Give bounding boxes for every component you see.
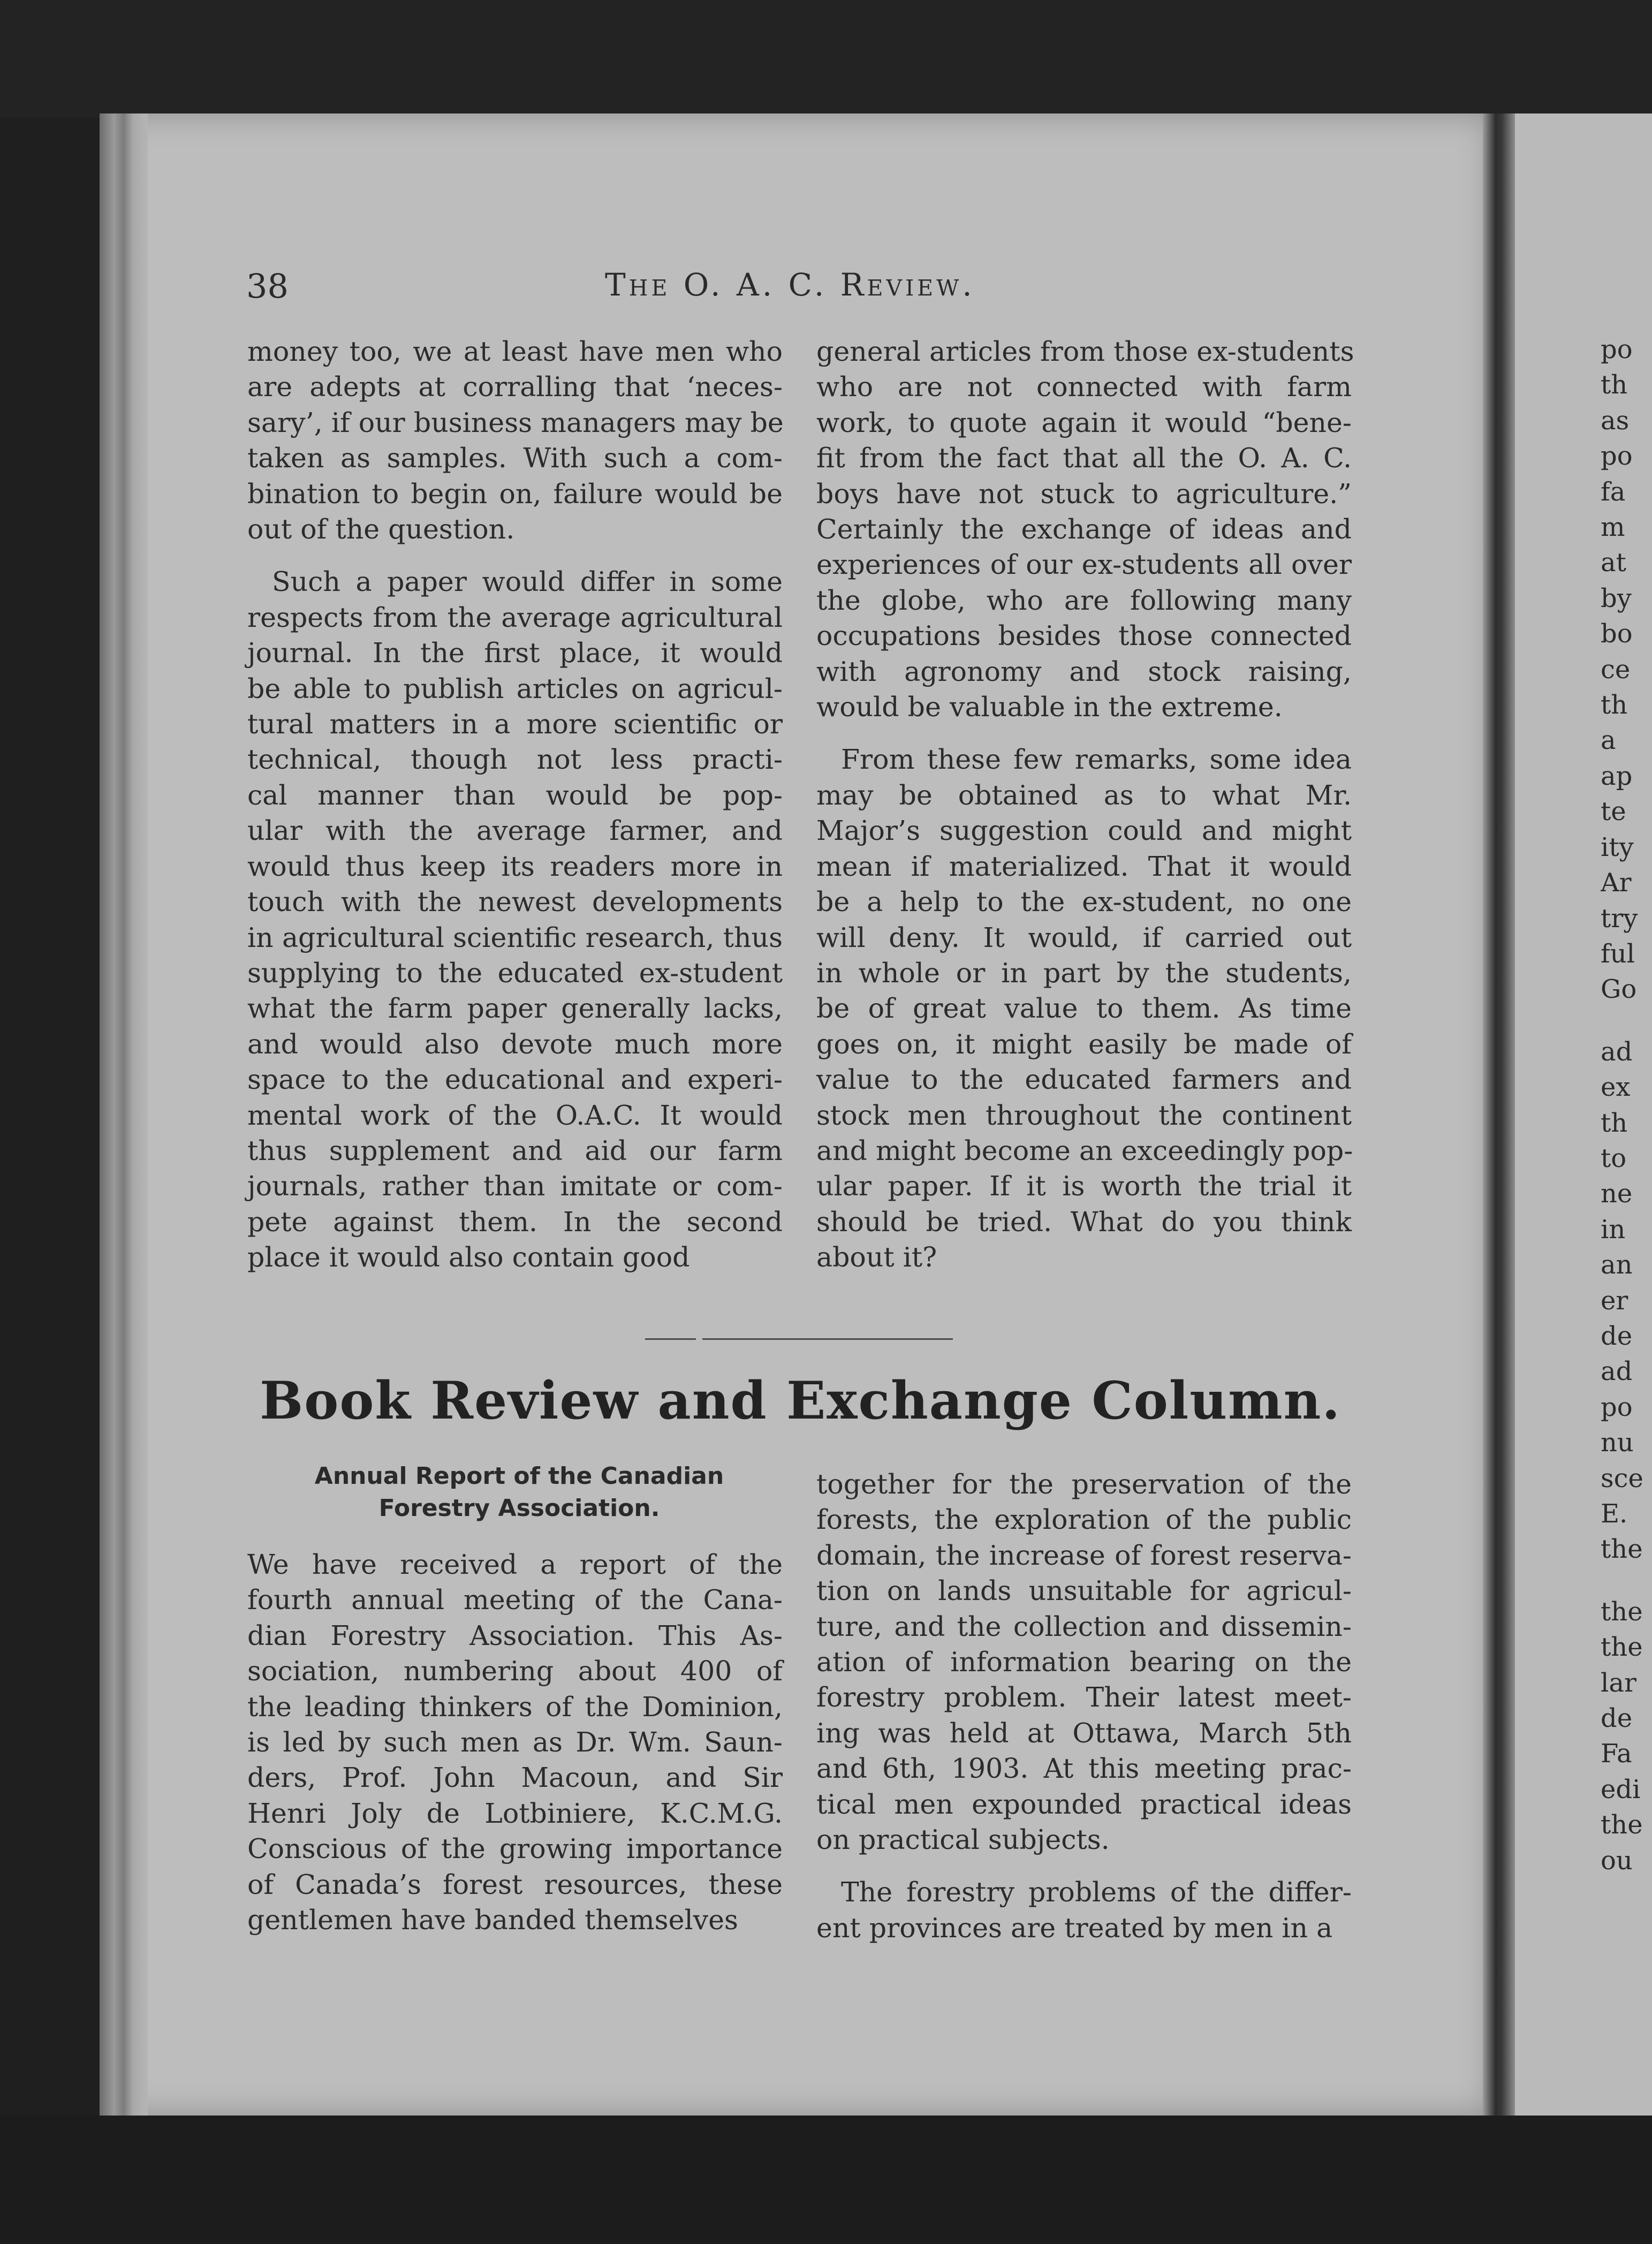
text-line: place it would also contain good bbox=[247, 1241, 690, 1273]
text-line: occupations besides those connected bbox=[816, 620, 1352, 652]
right-page-fragment: fa bbox=[1601, 476, 1626, 507]
right-page-fragment: de bbox=[1601, 1321, 1633, 1351]
text-line: mental work of the O.A.C. It would bbox=[247, 1099, 783, 1131]
text-line: in whole or in part by the students, bbox=[816, 957, 1352, 989]
text-column-bottom-right bbox=[816, 1467, 1352, 1946]
text-line: journal. In the first place, it would bbox=[247, 637, 783, 669]
right-page-fragment: ou bbox=[1601, 1845, 1633, 1876]
text-line: Major’s suggestion could and might bbox=[816, 815, 1352, 847]
right-page-fragment: lar bbox=[1601, 1667, 1636, 1698]
page-stack-edge bbox=[100, 113, 148, 2116]
text-line: journals, rather than imitate or com- bbox=[247, 1170, 783, 1202]
right-page-fragment: Fa bbox=[1601, 1739, 1632, 1769]
text-line: cal manner than would be pop- bbox=[247, 779, 783, 811]
right-page-fragment: Ar bbox=[1601, 868, 1632, 898]
text-line: dian Forestry Association. This As- bbox=[247, 1619, 783, 1651]
text-line: tical men expounded practical ideas bbox=[816, 1788, 1352, 1820]
text-line: in agricultural scientific research, thus bbox=[247, 921, 783, 953]
text-line: will deny. It would, if carried out bbox=[816, 921, 1352, 953]
right-page-fragment: nu bbox=[1601, 1428, 1634, 1458]
text-line: taken as samples. With such a com- bbox=[247, 442, 783, 474]
right-page-fragment: try bbox=[1601, 903, 1638, 934]
text-line: work, to quote again it would “bene- bbox=[816, 406, 1352, 438]
text-line: sociation, numbering about 400 of bbox=[247, 1655, 783, 1687]
scan-background-bottom bbox=[0, 2116, 1652, 2244]
right-page-fragment: m bbox=[1601, 512, 1625, 543]
text-line: should be tried. What do you think bbox=[816, 1206, 1352, 1238]
text-line: the globe, who are following many bbox=[816, 584, 1352, 616]
text-line: what the farm paper generally lacks, bbox=[247, 992, 783, 1025]
text-column-top-left bbox=[247, 334, 783, 1276]
right-page-fragment: ful bbox=[1601, 938, 1635, 969]
text-line: ation of information bearing on the bbox=[816, 1646, 1352, 1678]
text-line: together for the preservation of the bbox=[816, 1468, 1352, 1500]
text-line: boys have not stuck to agriculture.” bbox=[816, 477, 1352, 510]
right-page-fragment: by bbox=[1601, 583, 1632, 613]
text-line: sary’, if our business managers may be bbox=[247, 406, 784, 438]
text-line: is led by such men as Dr. Wm. Saun- bbox=[247, 1726, 783, 1758]
text-line: ders, Prof. John Macoun, and Sir bbox=[247, 1762, 783, 1794]
text-line: experiences of our ex-students all over bbox=[816, 549, 1352, 581]
right-page-fragment: Go bbox=[1601, 974, 1637, 1005]
text-line: and would also devote much more bbox=[247, 1028, 783, 1060]
text-line: ture, and the collection and dissemin- bbox=[816, 1610, 1352, 1642]
text-line: mean if materialized. That it would bbox=[816, 850, 1352, 882]
right-page-fragment: te bbox=[1601, 797, 1626, 827]
text-line: money too, we at least have men who bbox=[247, 336, 783, 367]
right-page-fragment: edi bbox=[1601, 1774, 1641, 1805]
text-line: The forestry problems of the differ- bbox=[841, 1876, 1352, 1908]
text-line: with agronomy and stock raising, bbox=[816, 655, 1352, 687]
text-line: tion on lands unsuitable for agricul- bbox=[816, 1575, 1352, 1607]
text-line: ular with the average farmer, and bbox=[247, 815, 783, 847]
right-page-fragment: in bbox=[1601, 1214, 1626, 1245]
right-page-fragment: ad bbox=[1601, 1036, 1633, 1067]
article-heading-line: Annual Report of the Canadian bbox=[314, 1462, 724, 1490]
right-page-fragment: th bbox=[1601, 1108, 1628, 1138]
right-page-text-fragments bbox=[1601, 332, 1652, 1878]
text-line: of Canada’s forest resources, these bbox=[247, 1868, 783, 1900]
text-line: goes on, it might easily be made of bbox=[816, 1028, 1352, 1060]
text-line: Such a paper would differ in some bbox=[272, 566, 783, 598]
text-line: be of great value to them. As time bbox=[816, 992, 1352, 1025]
text-line: thus supplement and aid our farm bbox=[247, 1134, 783, 1166]
text-line: stock men throughout the continent bbox=[816, 1099, 1352, 1131]
right-page-fragment: the bbox=[1601, 1596, 1643, 1627]
right-page-fragment: po bbox=[1601, 335, 1633, 365]
text-line: supplying to the educated ex-student bbox=[247, 957, 783, 989]
right-page-fragment: a bbox=[1601, 725, 1616, 756]
text-line: space to the educational and experi- bbox=[247, 1064, 783, 1096]
right-page-fragment: the bbox=[1601, 1632, 1643, 1663]
right-page-fragment: po bbox=[1601, 441, 1633, 472]
text-line: general articles from those ex-students bbox=[816, 336, 1354, 367]
right-page-fragment: ad bbox=[1601, 1356, 1633, 1387]
scan-background bbox=[0, 0, 1652, 118]
right-page-fragment: ity bbox=[1601, 832, 1634, 862]
right-page-fragment: at bbox=[1601, 548, 1626, 578]
right-page-fragment: th bbox=[1601, 370, 1628, 400]
text-line: tural matters in a more scientific or bbox=[247, 708, 783, 740]
text-line: would thus keep its readers more in bbox=[247, 850, 783, 882]
text-line: Certainly the exchange of ideas and bbox=[816, 513, 1352, 545]
right-page-fragment: ce bbox=[1601, 654, 1631, 685]
journal-title: The O. A. C. Review. bbox=[605, 267, 975, 303]
text-line: Henri Joly de Lotbiniere, K.C.M.G. bbox=[247, 1797, 783, 1829]
text-line: ular paper. If it is worth the trial it bbox=[816, 1170, 1352, 1202]
fragment-gap bbox=[1601, 1007, 1652, 1034]
text-line: domain, the increase of forest reserva- bbox=[816, 1539, 1352, 1571]
paragraph-gap bbox=[816, 1858, 1352, 1875]
text-line: may be obtained as to what Mr. bbox=[816, 779, 1352, 811]
text-line: fourth annual meeting of the Cana- bbox=[247, 1584, 783, 1616]
text-line: gentlemen have banded themselves bbox=[247, 1904, 738, 1936]
right-page-fragment: bo bbox=[1601, 619, 1633, 649]
text-line: about it? bbox=[816, 1241, 937, 1273]
text-line: value to the educated farmers and bbox=[816, 1064, 1352, 1096]
right-page-fragment: sce bbox=[1601, 1463, 1643, 1494]
text-line: and might become an exceedingly pop- bbox=[816, 1134, 1353, 1166]
right-page-fragment: to bbox=[1601, 1143, 1627, 1173]
text-line: be a help to the ex-student, no one bbox=[816, 886, 1352, 918]
right-page-fragment: as bbox=[1601, 405, 1630, 436]
right-page-fragment: ne bbox=[1601, 1179, 1633, 1209]
text-line: be able to publish articles on agricul- bbox=[247, 672, 783, 704]
text-line: We have received a report of the bbox=[247, 1549, 783, 1580]
text-line: touch with the newest developments bbox=[247, 886, 783, 918]
text-line: are adepts at corralling that ‘neces- bbox=[247, 371, 783, 403]
article-heading-line: Forestry Association. bbox=[378, 1495, 660, 1522]
section-title: Book Review and Exchange Column. bbox=[260, 1370, 1341, 1431]
right-page-fragment: an bbox=[1601, 1250, 1633, 1280]
right-page-fragment: E. bbox=[1601, 1499, 1628, 1529]
text-line: the leading thinkers of the Dominion, bbox=[247, 1690, 783, 1723]
text-line: forestry problem. Their latest meet- bbox=[816, 1681, 1352, 1714]
page-number: 38 bbox=[246, 267, 289, 306]
book-gutter bbox=[1483, 113, 1515, 2116]
right-page-fragment: ex bbox=[1601, 1072, 1631, 1103]
right-page-fragment: ap bbox=[1601, 761, 1633, 791]
text-line: fit from the fact that all the O. A. C. bbox=[816, 442, 1352, 474]
text-line: bination to begin on, failure would be bbox=[247, 477, 783, 510]
text-line: ing was held at Ottawa, March 5th bbox=[816, 1717, 1352, 1749]
text-column-bottom-left bbox=[247, 1547, 783, 1938]
right-page-fragment: th bbox=[1601, 690, 1628, 721]
text-line: Conscious of the growing importance bbox=[247, 1833, 783, 1865]
fragment-gap bbox=[1601, 1567, 1652, 1594]
right-page-fragment: the bbox=[1601, 1810, 1643, 1840]
text-line: From these few remarks, some idea bbox=[841, 744, 1352, 776]
text-line: ent provinces are treated by men in a bbox=[816, 1912, 1333, 1944]
text-line: out of the question. bbox=[247, 513, 515, 545]
text-line: would be valuable in the extreme. bbox=[816, 691, 1283, 723]
section-divider-break bbox=[696, 1337, 702, 1341]
text-line: and 6th, 1903. At this meeting prac- bbox=[816, 1753, 1352, 1785]
right-page-fragment: the bbox=[1601, 1534, 1643, 1565]
text-column-top-right bbox=[816, 334, 1352, 1276]
running-head bbox=[246, 267, 1354, 309]
section-divider bbox=[645, 1338, 953, 1340]
paragraph-gap bbox=[816, 725, 1352, 742]
text-line: respects from the average agricultural bbox=[247, 601, 783, 633]
text-line: forests, the exploration of the public bbox=[816, 1504, 1352, 1536]
text-line: who are not connected with farm bbox=[816, 371, 1352, 403]
paragraph-gap bbox=[247, 547, 783, 564]
right-page-fragment: er bbox=[1601, 1285, 1628, 1316]
right-page-fragment: de bbox=[1601, 1703, 1633, 1734]
article-heading bbox=[252, 1460, 787, 1525]
text-line: on practical subjects. bbox=[816, 1824, 1110, 1856]
text-line: technical, though not less practi- bbox=[247, 744, 783, 776]
text-line: pete against them. In the second bbox=[247, 1206, 783, 1238]
right-page-fragment: po bbox=[1601, 1392, 1633, 1422]
